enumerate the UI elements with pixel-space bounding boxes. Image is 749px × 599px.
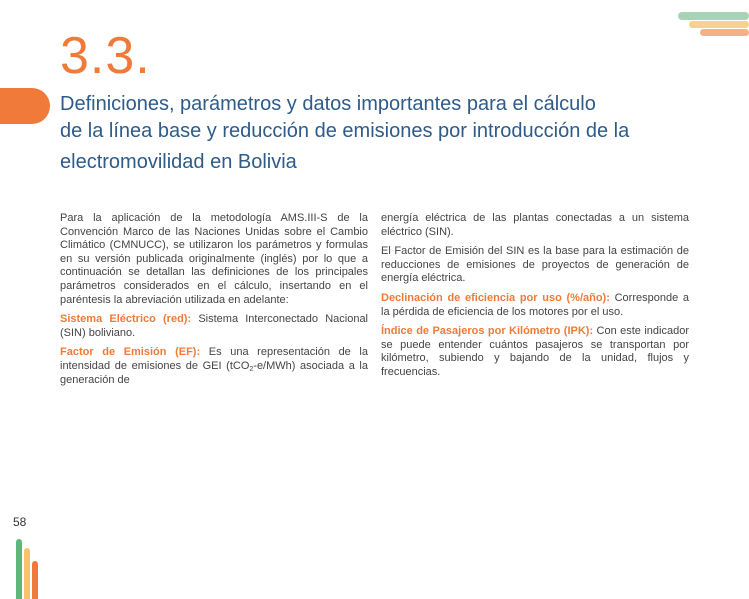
text-column-right — [381, 212, 689, 386]
term-definition: Con este indicador se puede entender cuántos pasajeros se transportan por kilómetro, subiendo y bajando de la unidad, flujos y frecuencias. — [381, 325, 689, 378]
definition-paragraph — [60, 313, 368, 340]
decor-stripe-orange — [700, 29, 749, 36]
section-number: 3.3. — [60, 27, 151, 85]
section-side-tab — [0, 88, 50, 124]
decor-stripe-yellow — [689, 21, 749, 28]
term-definition: -e/MWh) asociada a la generación de — [60, 359, 368, 386]
body-paragraph: El Factor de Emisión del SIN es la base para la estimación de reducciones de emisiones de proyectos de generación de energía eléctrica. — [381, 245, 689, 285]
definition-paragraph — [381, 325, 689, 379]
intro-paragraph: Para la aplicación de la metodología AMS.III-S de la Convención Marco de las Naciones Unidas sobre el Cambio Climático (CMNUCC), se utilizaron los parámetros y formulas en su versión publicada originalmente (inglés) por lo que a continuación se detallan las definiciones de los principales parámetros considerados en el cálculo, insertando en el paréntesis la abreviación utilizada en adelante: — [60, 212, 368, 306]
term-label: Declinación de eficiencia por uso (%/año): — [381, 291, 610, 304]
definition-paragraph — [381, 292, 689, 319]
section-title-line: electromovilidad en Bolivia — [60, 151, 297, 173]
section-title-line: de la línea base y reducción de emisiones por introducción de la — [60, 120, 630, 142]
term-definition: Corresponde a la pérdida de eficiencia de los motores por el uso. — [381, 291, 690, 318]
decor-bar-green — [16, 539, 22, 599]
term-definition: Es una representación de la intensidad de emisiones de GEI (tCO — [60, 346, 368, 372]
term-definition: Sistema Interconectado Nacional (SIN) boliviano. — [60, 313, 369, 339]
definition-paragraph — [60, 346, 368, 387]
term-label: Factor de Emisión (EF): — [60, 346, 201, 359]
section-title-line: Definiciones, parámetros y datos importantes para el cálculo — [60, 93, 596, 115]
decor-stripe-green — [678, 12, 749, 20]
section-title — [60, 91, 700, 176]
continuation-paragraph: energía eléctrica de las plantas conectadas a un sistema eléctrico (SIN). — [381, 212, 689, 238]
page-number: 58 — [13, 515, 27, 529]
term-label: Índice de Pasajeros por Kilómetro (IPK): — [381, 325, 594, 338]
text-column-left — [60, 212, 368, 393]
subscript: 2 — [249, 365, 254, 373]
decor-bar-orange — [32, 561, 38, 599]
term-label: Sistema Eléctrico (red): — [60, 313, 192, 326]
decor-bar-yellow — [24, 548, 30, 599]
